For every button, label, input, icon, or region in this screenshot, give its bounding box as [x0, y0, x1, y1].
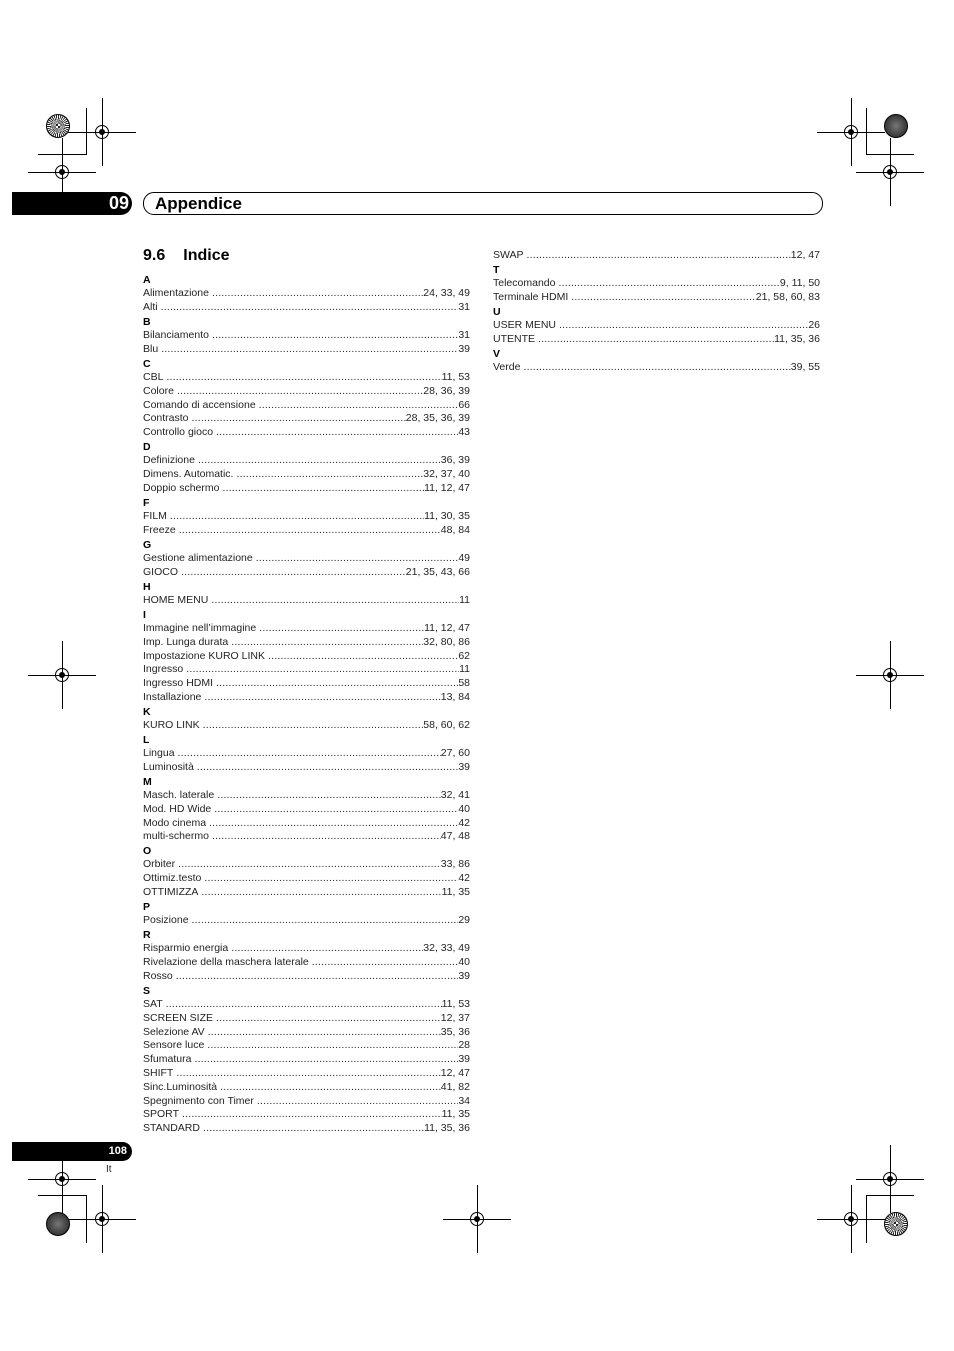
index-entry: [493, 361, 820, 375]
index-entry: [143, 1012, 470, 1026]
index-pages: 36, 39: [440, 454, 470, 467]
index-pages: 24, 33, 49: [423, 287, 470, 300]
index-pages: 11, 35: [441, 1108, 470, 1121]
index-pages: 39: [458, 1053, 470, 1066]
index-letter-heading: U: [493, 305, 501, 318]
index-letter-heading: L: [143, 733, 150, 746]
index-term: Sensore luce: [143, 1039, 205, 1052]
index-term: Alti: [143, 301, 158, 314]
index-entry: [143, 761, 470, 775]
index-term: Rivelazione della maschera laterale: [143, 956, 309, 969]
index-term: SCREEN SIZE: [143, 1011, 214, 1024]
index-term: FILM: [143, 510, 167, 523]
index-entry: [143, 594, 470, 608]
index-term: Spegnimento con Timer: [143, 1094, 254, 1107]
index-entry: [143, 371, 470, 385]
index-term: Orbiter: [143, 858, 176, 871]
index-entry: [143, 650, 470, 664]
index-entry: [493, 249, 820, 263]
index-pages: 41, 82: [440, 1080, 470, 1093]
dot-leader: [182, 1108, 442, 1122]
color-dial-icon: [46, 1212, 70, 1236]
dot-leader: [192, 914, 459, 928]
index-term: Modo cinema: [143, 816, 207, 829]
index-pages: 42: [458, 872, 470, 885]
color-dial-icon: [884, 114, 908, 138]
index-pages: 28: [458, 1039, 470, 1052]
index-entry: [143, 510, 470, 524]
index-term: Ingresso: [143, 663, 184, 676]
index-term: Rosso: [143, 969, 173, 982]
index-term: Mod. HD Wide: [143, 802, 212, 815]
index-term: Ingresso HDMI: [143, 677, 214, 690]
index-term: HOME MENU: [143, 593, 209, 606]
dot-leader: [558, 277, 779, 291]
index-pages: 21, 35, 43, 66: [405, 565, 470, 578]
dot-leader: [259, 622, 424, 636]
index-entry: [493, 291, 820, 305]
dot-leader: [256, 552, 459, 566]
index-term: SAT: [143, 997, 163, 1010]
index-pages: 11, 12, 47: [424, 481, 470, 494]
index-term: SHIFT: [143, 1066, 174, 1079]
dot-leader: [538, 333, 774, 347]
index-entry: [493, 277, 820, 291]
dot-leader: [216, 1012, 441, 1026]
dot-leader: [207, 1039, 458, 1053]
dot-leader: [212, 287, 423, 301]
index-pages: 32, 80, 86: [423, 635, 470, 648]
index-pages: 33, 86: [440, 858, 470, 871]
index-pages: 32, 33, 49: [423, 942, 470, 955]
index-column-right: [493, 249, 820, 375]
index-term: GIOCO: [143, 565, 179, 578]
index-pages: 40: [458, 956, 470, 969]
dot-leader: [212, 830, 441, 844]
index-entry: [143, 482, 470, 496]
index-term: KURO LINK: [143, 719, 200, 731]
index-entry: [143, 622, 470, 636]
index-pages: 11, 53: [441, 371, 470, 384]
index-term: multi-schermo: [143, 830, 209, 843]
index-entry: [143, 1067, 470, 1081]
index-letter-heading: T: [493, 263, 500, 276]
dot-leader: [166, 371, 441, 385]
index-pages: 32, 37, 40: [423, 468, 470, 481]
index-entry: [143, 329, 470, 343]
index-pages: 28, 35, 36, 39: [405, 412, 470, 425]
index-entry: [143, 454, 470, 468]
index-pages: 42: [458, 816, 470, 829]
index-term: Lingua: [143, 747, 175, 760]
index-letter-heading: A: [143, 274, 151, 286]
index-pages: 47, 48: [440, 830, 470, 843]
dot-leader: [212, 329, 458, 343]
language-code: It: [106, 1164, 112, 1175]
dot-leader: [312, 956, 459, 970]
color-dial-icon: [884, 1212, 908, 1236]
index-letter-heading: M: [143, 775, 152, 788]
index-pages: 13, 84: [440, 690, 470, 703]
index-entry: [493, 319, 820, 333]
dot-leader: [214, 803, 458, 817]
dot-leader: [523, 361, 790, 375]
index-pages: 49: [458, 551, 470, 564]
chapter-title: Appendice: [155, 194, 242, 213]
index-entry: [143, 663, 470, 677]
index-entry: [143, 789, 470, 803]
index-letter-heading: I: [143, 608, 146, 621]
index-pages: 28, 36, 39: [423, 384, 470, 397]
dot-leader: [161, 301, 459, 315]
dot-leader: [194, 1053, 458, 1067]
index-term: Posizione: [143, 914, 189, 927]
index-entry: [143, 956, 470, 970]
index-entry: [143, 719, 470, 733]
dot-leader: [203, 1122, 424, 1136]
index-term: UTENTE: [493, 332, 535, 345]
dot-leader: [231, 942, 423, 956]
index-pages: 11, 12, 47: [424, 621, 470, 634]
index-pages: 21, 58, 60, 83: [755, 290, 820, 303]
index-entry: [143, 636, 470, 650]
index-term: Dimens. Automatic.: [143, 468, 234, 481]
index-pages: 66: [458, 398, 470, 411]
index-term: Freeze: [143, 523, 176, 536]
dot-leader: [176, 1067, 440, 1081]
dot-leader: [259, 399, 459, 413]
dot-leader: [166, 998, 442, 1012]
index-entry: [143, 677, 470, 691]
index-pages: 43: [458, 426, 470, 439]
index-entry: [493, 333, 820, 347]
dot-leader: [201, 886, 441, 900]
index-pages: 62: [458, 649, 470, 662]
index-entry: [143, 970, 470, 984]
dot-leader: [559, 319, 808, 333]
index-term: Immagine nell’immagine: [143, 621, 257, 634]
index-pages: 9, 11, 50: [779, 277, 820, 290]
index-pages: 35, 36: [440, 1025, 470, 1038]
dot-leader: [192, 412, 406, 426]
index-entry: [143, 566, 470, 580]
index-entry: [143, 343, 470, 357]
index-pages: 58, 60, 62: [423, 719, 470, 731]
index-column-left: [143, 273, 470, 1136]
index-term: SWAP: [493, 249, 524, 261]
index-term: Definizione: [143, 454, 195, 467]
index-pages: 31: [458, 329, 470, 342]
dot-leader: [178, 747, 441, 761]
index-entry: [143, 1108, 470, 1122]
dot-leader: [204, 691, 440, 705]
index-entry: [143, 1026, 470, 1040]
page-number: 108: [108, 1145, 127, 1157]
index-pages: 32, 41: [440, 788, 470, 801]
index-pages: 27, 60: [440, 747, 470, 760]
index-term: SPORT: [143, 1108, 179, 1121]
index-pages: 58: [458, 677, 470, 690]
index-entry: [143, 1053, 470, 1067]
index-letter-heading: O: [143, 845, 152, 858]
index-entry: [143, 872, 470, 886]
index-term: Contrasto: [143, 412, 189, 425]
index-pages: 11, 53: [441, 997, 470, 1010]
chapter-title-bar: [143, 192, 823, 215]
dot-leader: [211, 594, 459, 608]
dot-leader: [204, 872, 458, 886]
index-term: Ottimiz.testo: [143, 872, 202, 885]
dot-leader: [203, 719, 424, 733]
index-term: Bilanciamento: [143, 329, 209, 342]
index-entry: [143, 817, 470, 831]
index-term: Selezione AV: [143, 1025, 205, 1038]
index-letter-heading: D: [143, 441, 151, 454]
index-term: Sinc.Luminosità: [143, 1080, 218, 1093]
index-pages: 26: [808, 318, 820, 331]
index-pages: 29: [458, 914, 470, 927]
index-pages: 11, 35: [441, 886, 470, 899]
index-pages: 12, 47: [440, 1066, 470, 1079]
section-number: 9.6: [143, 247, 166, 264]
dot-leader: [571, 291, 756, 305]
index-term: STANDARD: [143, 1122, 200, 1135]
index-pages: 11, 35, 36: [424, 1122, 470, 1135]
index-term: Risparmio energia: [143, 942, 229, 955]
dot-leader: [161, 343, 458, 357]
index-letter-heading: H: [143, 580, 151, 593]
dot-leader: [217, 789, 441, 803]
dot-leader: [216, 426, 458, 440]
section-heading: [143, 247, 229, 265]
index-entry: [143, 412, 470, 426]
index-pages: 48, 84: [440, 523, 470, 536]
index-entry: [143, 803, 470, 817]
index-letter-heading: V: [493, 347, 501, 360]
index-letter-heading: G: [143, 538, 152, 551]
index-term: Imp. Lunga durata: [143, 635, 229, 648]
index-entry: [143, 426, 470, 440]
index-entry: [143, 287, 470, 301]
index-entry: [143, 468, 470, 482]
index-letter-heading: F: [143, 496, 150, 509]
index-pages: 40: [458, 802, 470, 815]
dot-leader: [220, 1081, 441, 1095]
dot-leader: [257, 1095, 458, 1109]
dot-leader: [181, 566, 406, 580]
index-pages: 11: [459, 663, 470, 676]
index-entry: [143, 691, 470, 705]
index-term: Verde: [493, 360, 521, 373]
dot-leader: [268, 650, 458, 664]
index-entry: [143, 1039, 470, 1053]
index-term: Luminosità: [143, 760, 194, 773]
index-entry: [143, 1081, 470, 1095]
index-letter-heading: S: [143, 984, 151, 997]
chapter-number: 09: [108, 193, 129, 213]
dot-leader: [216, 677, 458, 691]
index-entry: [143, 830, 470, 844]
dot-leader: [222, 482, 424, 496]
dot-leader: [236, 468, 423, 482]
index-pages: 39: [458, 342, 470, 355]
index-pages: 12, 37: [440, 1011, 470, 1024]
dot-leader: [170, 510, 424, 524]
index-letter-heading: K: [143, 705, 151, 718]
index-term: Installazione: [143, 690, 202, 703]
index-term: Doppio schermo: [143, 481, 220, 494]
index-pages: 39, 55: [790, 360, 820, 373]
dot-leader: [527, 249, 791, 263]
index-entry: [143, 747, 470, 761]
index-term: Colore: [143, 384, 174, 397]
dot-leader: [177, 385, 423, 399]
index-term: Gestione alimentazione: [143, 551, 253, 564]
index-term: CBL: [143, 371, 164, 384]
dot-leader: [231, 636, 423, 650]
index-entry: [143, 914, 470, 928]
index-pages: 39: [458, 969, 470, 982]
dot-leader: [198, 454, 441, 468]
index-entry: [143, 1095, 470, 1109]
index-term: USER MENU: [493, 318, 557, 331]
index-entry: [143, 942, 470, 956]
index-term: Masch. laterale: [143, 788, 215, 801]
index-entry: [143, 385, 470, 399]
index-letter-heading: C: [143, 357, 151, 370]
index-letter-heading: R: [143, 928, 151, 941]
index-term: Controllo gioco: [143, 426, 214, 439]
section-title: Indice: [183, 247, 230, 264]
index-pages: 11, 35, 36: [774, 332, 820, 345]
index-entry: [143, 552, 470, 566]
dot-leader: [178, 858, 441, 872]
dot-leader: [176, 970, 459, 984]
index-pages: 39: [458, 760, 470, 773]
index-pages: 34: [458, 1094, 470, 1107]
dot-leader: [208, 1026, 441, 1040]
index-pages: 31: [458, 301, 470, 314]
index-term: Comando di accensione: [143, 398, 256, 411]
index-term: OTTIMIZZA: [143, 886, 199, 899]
dot-leader: [209, 817, 458, 831]
index-entry: [143, 301, 470, 315]
index-term: Impostazione KURO LINK: [143, 649, 265, 662]
dot-leader: [197, 761, 459, 775]
color-dial-icon: [46, 114, 70, 138]
index-pages: 11: [459, 593, 470, 606]
dot-leader: [186, 663, 459, 677]
index-pages: 12, 47: [790, 249, 820, 261]
index-term: Telecomando: [493, 277, 556, 290]
index-letter-heading: P: [143, 900, 151, 913]
index-letter-heading: B: [143, 315, 151, 328]
dot-leader: [179, 524, 441, 538]
index-entry: [143, 998, 470, 1012]
index-entry: [143, 399, 470, 413]
index-term: Blu: [143, 342, 159, 355]
index-entry: [143, 524, 470, 538]
index-entry: [143, 858, 470, 872]
index-term: Terminale HDMI: [493, 290, 569, 303]
index-pages: 11, 30, 35: [424, 510, 470, 523]
index-entry: [143, 886, 470, 900]
index-term: Alimentazione: [143, 287, 209, 300]
index-entry: [143, 1122, 470, 1136]
index-term: Sfumatura: [143, 1053, 192, 1066]
